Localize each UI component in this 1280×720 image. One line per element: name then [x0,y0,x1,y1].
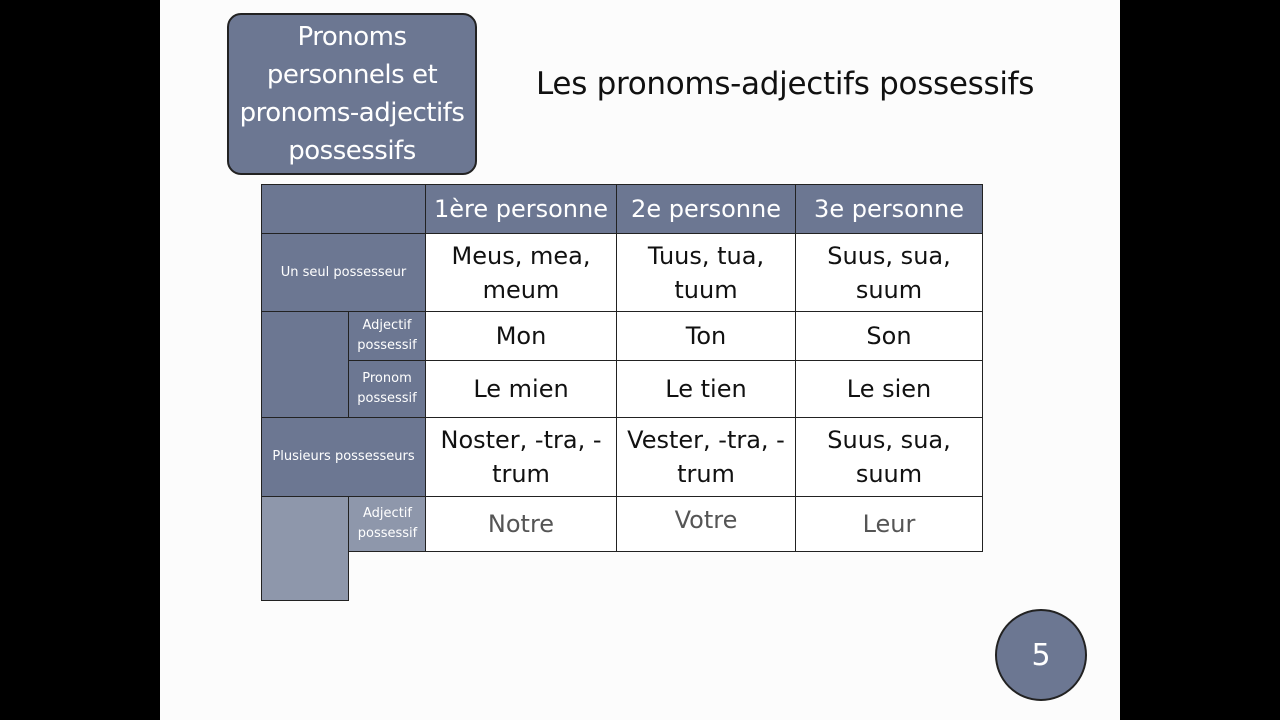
table-cell: Le sien [795,360,983,418]
table-cell: Leur [795,496,983,552]
row-label: Adjectif possessif [348,496,426,552]
column-header: 3e personne [795,184,983,234]
table-cell: Ton [616,311,796,361]
row-label: Adjectif possessif [348,311,426,361]
table-cell: Suus, sua, suum [795,233,983,312]
row-label: Plusieurs possesseurs [261,417,426,497]
column-header: 2e personne [616,184,796,234]
table-corner [261,184,426,234]
slide-title-box [227,13,477,175]
page-number: 5 [1031,637,1051,673]
row-label: Pronom possessif [348,360,426,418]
slide-title: Pronoms personnels et pronoms-adjectifs possessifs [239,22,465,166]
page-number-badge [995,609,1087,701]
table-cell: Notre [425,496,617,552]
table-cell: Vester, -tra, -trum [616,417,796,497]
row-group-spacer [261,311,349,418]
table-cell: Le tien [616,360,796,418]
page-title: Les pronoms-adjectifs possessifs [536,66,1035,102]
table-cell: Son [795,311,983,361]
row-label: Un seul possesseur [261,233,426,312]
table-cell: Tuus, tua, tuum [616,233,796,312]
column-header: 1ère personne [425,184,617,234]
table-cell: Noster, -tra, -trum [425,417,617,497]
table-cell: Meus, mea, meum [425,233,617,312]
row-group-spacer [261,496,349,601]
table-cell: Mon [425,311,617,361]
table-cell: Votre [616,496,796,552]
table-cell: Suus, sua, suum [795,417,983,497]
table-cell: Le mien [425,360,617,418]
